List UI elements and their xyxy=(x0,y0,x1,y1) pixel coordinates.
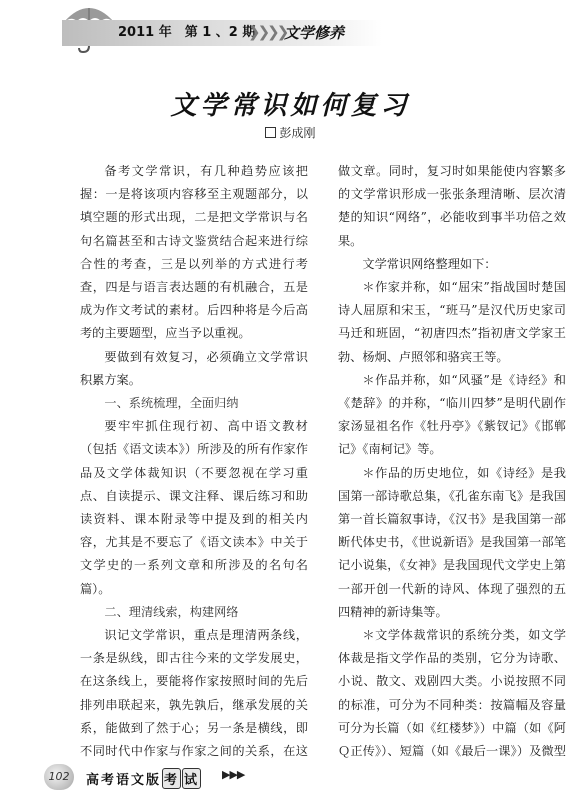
article-title: 文学常识如何复习 xyxy=(170,91,411,121)
magazine-title xyxy=(86,768,201,789)
magazine-title-box: 试 xyxy=(182,768,201,789)
left-column xyxy=(80,160,308,762)
magazine-title-box: 考 xyxy=(162,768,181,789)
page-number: 102 xyxy=(44,764,74,790)
author-box-icon xyxy=(265,127,276,138)
footer-arrows-icon: ▶▶▶ xyxy=(222,768,245,781)
paragraph: 要做到有效复习，必须确立文学常识积累方案。 xyxy=(80,349,308,387)
paragraph: ＊作品的历史地位，如《诗经》是我国第一部诗歌总集，《孔雀东南飞》是我国第一首长篇叙事诗，《汉书》是我国第一部断代体史书，《世说新语》是我国第一部笔记小说集，《女神》是我国现代文学史上第一部开创一代新的诗风、体现了强烈的五四精神的新诗集等。 xyxy=(338,465,566,619)
author-line xyxy=(0,124,581,141)
section-heading: 二、理清线索，构建网络 xyxy=(104,604,239,619)
paragraph: 备考文学常识，有几种趋势应该把握：一是将该项内容移至主观题部分，以填空题的形式出现，二是把文学常识与名句名篇甚至和古诗文鉴赏结合起来进行综合性的考查，三是以列举的方式进行考查，四是与语言表达题的有机融合，五是成为作文考试的素材。后四种将是今后高考的主要题型，应当予以重视。 xyxy=(80,164,308,341)
paragraph: 识记文学常识，重点是理清两条线，一条是纵线，即古往今来的文学发展史，在这条线上，要能将作家按照时间的先后排列串联起来，孰先孰后，继承发展的关系，能做到了然于心；另一条是横线，即不同时代中作家与作家之间的关系，在这 xyxy=(80,628,308,759)
magazine-title-text: 高考语文版 xyxy=(86,773,162,788)
section-heading: 一、系统梳理，全面归纳 xyxy=(104,396,239,411)
issue-label: 2011 年 第 1 、2 期 xyxy=(118,25,256,40)
author-name: 彭成刚 xyxy=(279,126,316,140)
header-arrows-icon: ❯❯❯❯ xyxy=(248,23,287,41)
right-column xyxy=(338,160,566,762)
paragraph: 做文章。同时，复习时如果能使内容繁多的文学常识形成一张张条理清晰、层次清楚的知识“网络”，必能收到事半功倍之效果。 xyxy=(338,164,566,248)
page-footer xyxy=(0,760,581,800)
section-label: 文学修养 xyxy=(284,24,345,42)
paragraph: ＊作家并称，如“屈宋”指战国时楚国诗人屈原和宋玉，“班马”是汉代历史家司马迁和班固，“初唐四杰”指初唐文学家王勃、杨炯、卢照邻和骆宾王等。 xyxy=(338,280,566,364)
page-header xyxy=(0,0,581,60)
paragraph: 要牢牢抓住现行初、高中语文教材（包括《语文读本》）所涉及的所有作家作品及文学体裁知识（不要忽视在学习重点、自读提示、课文注释、课后练习和助读资料、课本附录等中提及到的相关内容，尤其是不要忘了《语文读本》中关于文学史的一系列文章和所涉及的名句名篇）。 xyxy=(80,419,308,596)
paragraph: 文学常识网络整理如下： xyxy=(362,256,497,271)
paragraph: ＊文学体裁常识的系统分类，如文学体裁是指文学作品的类别，它分为诗歌、小说、散文、戏剧四大类。小说按照不同的标准，可分为不同种类：按篇幅及容量可分为长篇（如《红楼梦》）中篇（如《阿Ｑ正传》）、短篇（如《最后一课》）及微型 xyxy=(338,628,566,759)
paragraph: ＊作品并称，如“风骚”是《诗经》和《楚辞》的并称，“临川四梦”是明代剧作家汤显祖名作《牡丹亭》《紫钗记》《邯郸记》《南柯记》等。 xyxy=(338,372,566,457)
